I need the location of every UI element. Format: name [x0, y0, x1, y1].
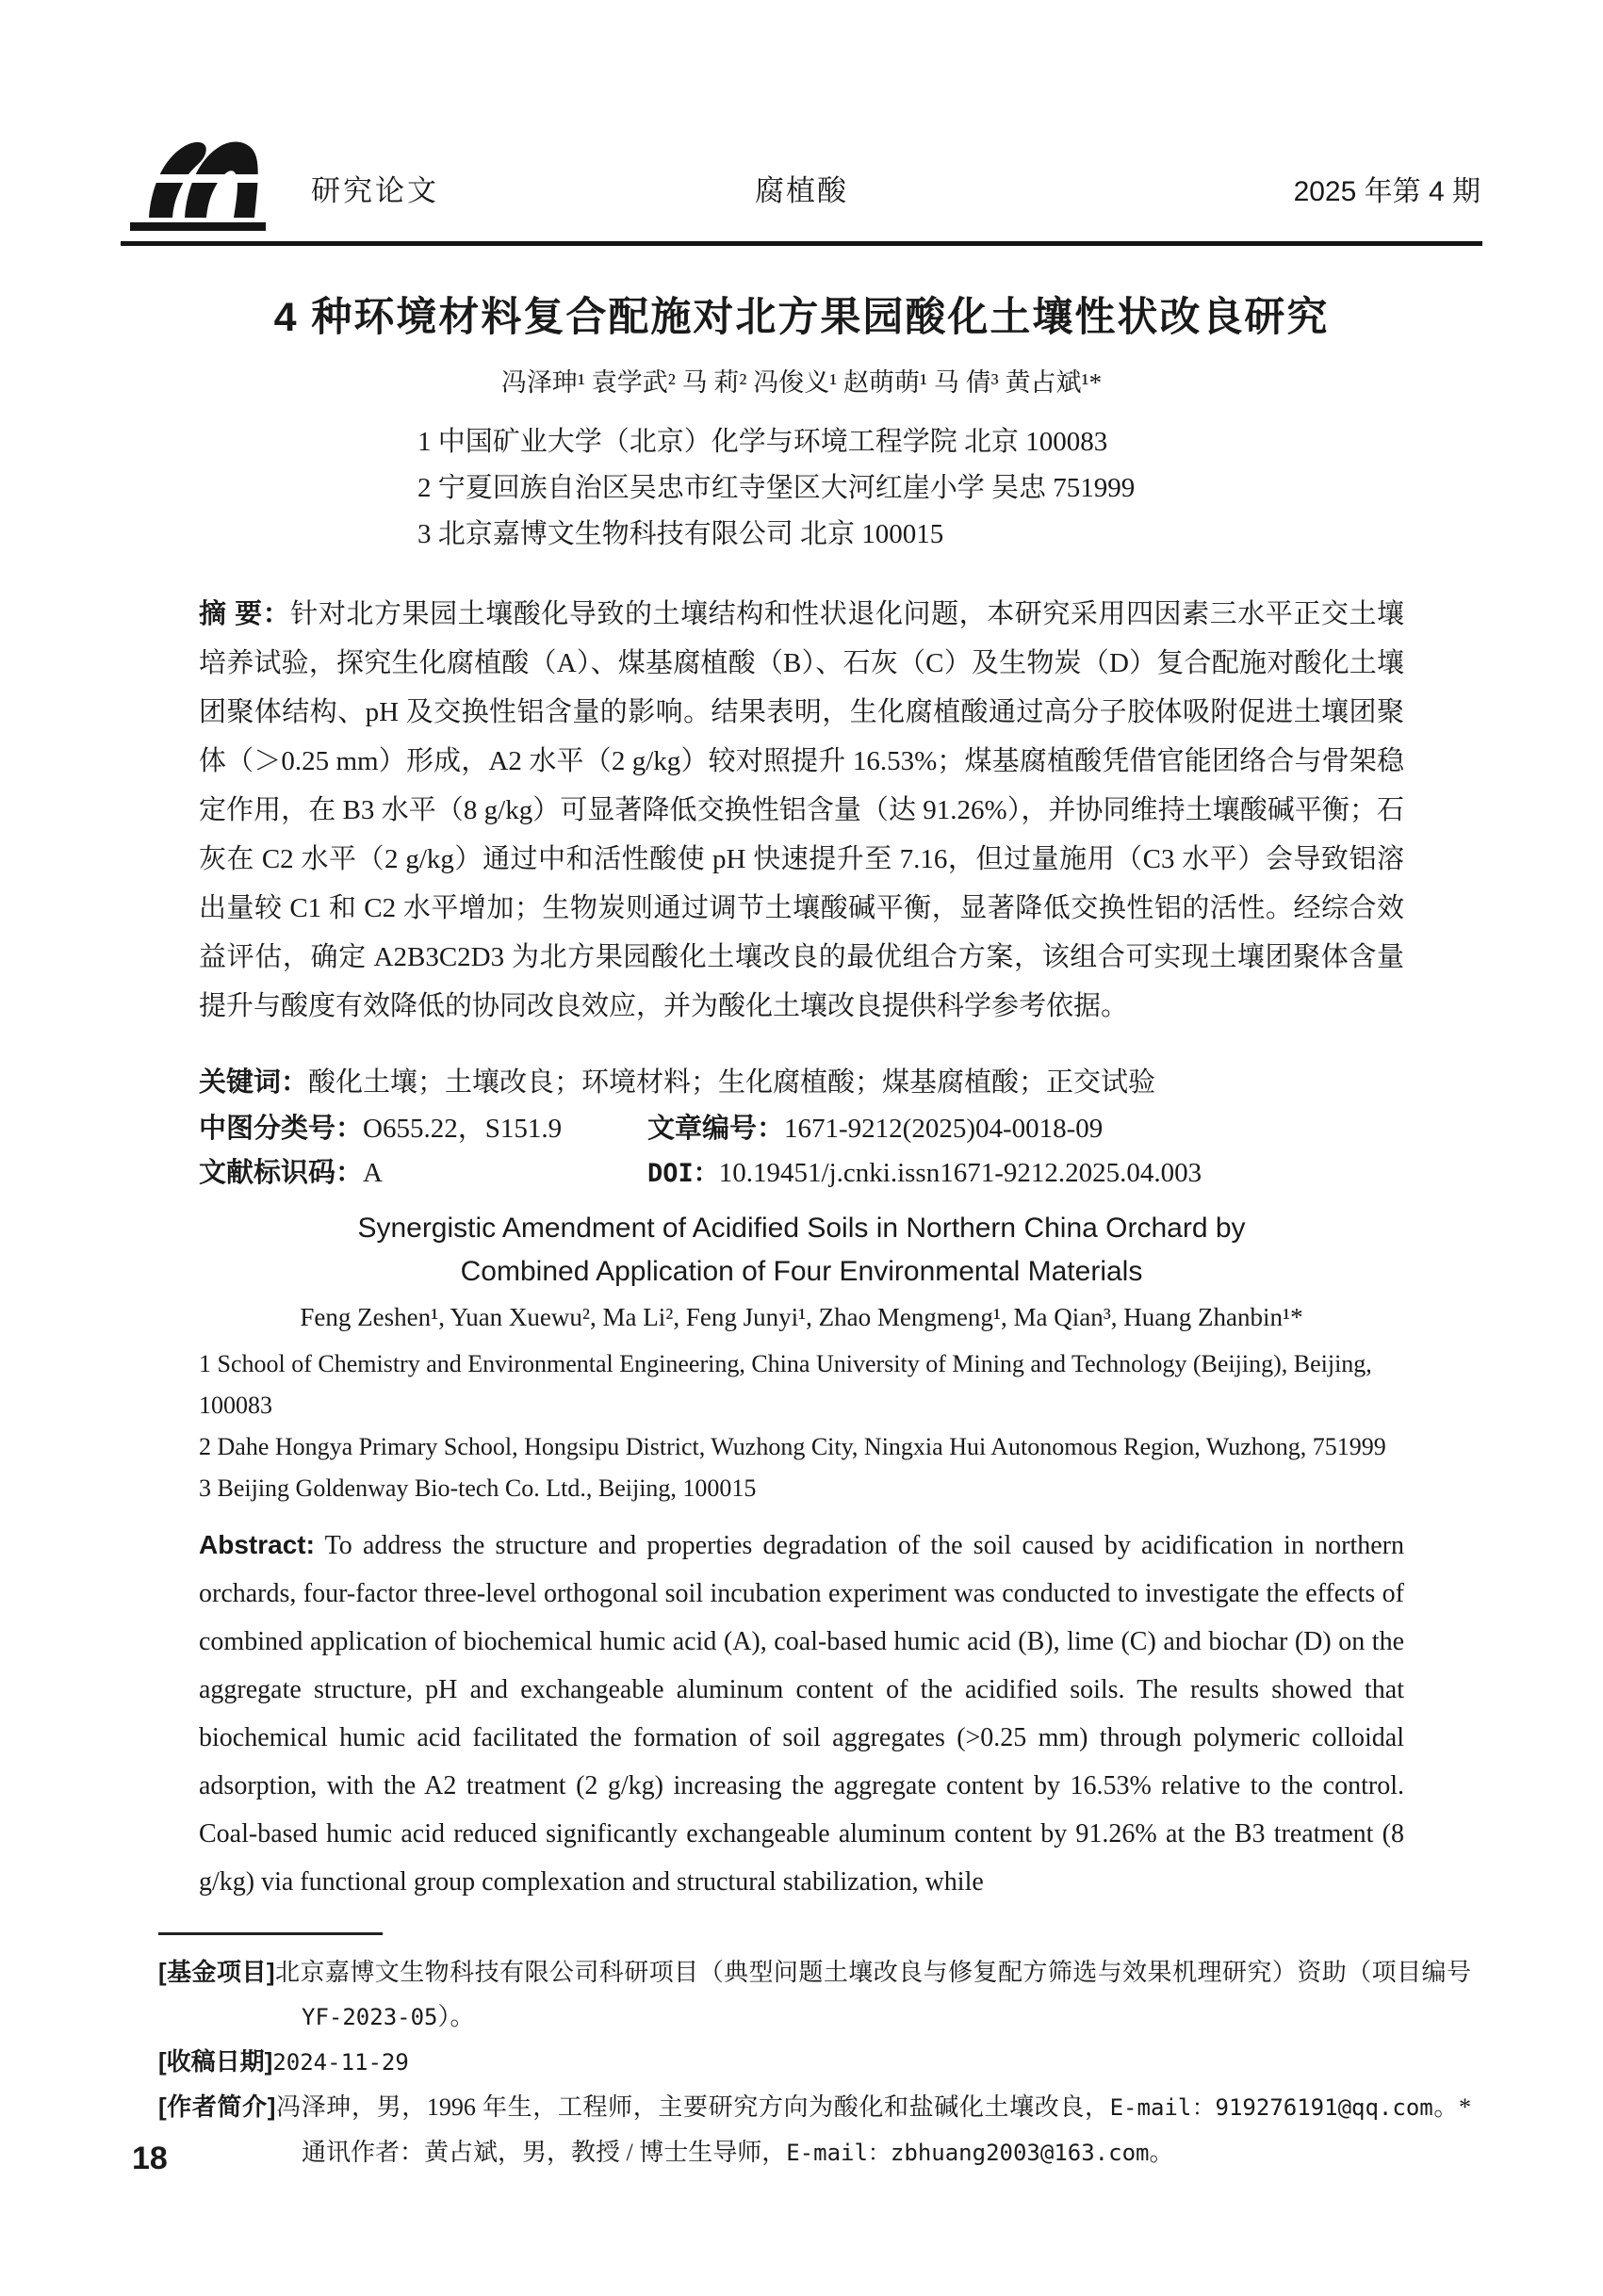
footnote-bio: [158, 2085, 1471, 2175]
affiliations-cn: [417, 419, 1404, 558]
header-section-label: 研究论文: [311, 174, 439, 207]
doi-value: 10.19451/j.cnki.issn1671-9212.2025.04.003: [718, 1158, 1202, 1188]
footnote-received-label: [收稿日期]: [158, 2047, 273, 2076]
clc-value: O655.22，S151.9: [363, 1114, 563, 1144]
footnote-separator: [158, 1932, 383, 1935]
clc-label: 中图分类号：: [199, 1114, 364, 1144]
article-title-cn: 4 种环境材料复合配施对北方果园酸化土壤性状改良研究: [273, 295, 1330, 340]
footnote-bio-text: 冯泽珅，男，1996 年生，工程师，主要研究方向为酸化和盐碱化土壤改良，: [275, 2093, 1110, 2121]
abstract-en: [199, 1521, 1404, 1906]
header-issue: 2025 年第 4 期: [1293, 176, 1480, 207]
footnote-received: [158, 2040, 1471, 2085]
meta-row-1: [199, 1107, 1404, 1151]
article-id-label: 文章编号：: [647, 1114, 785, 1144]
abstract-en-label: Abstract:: [199, 1530, 315, 1559]
keywords-label: 关键词：: [199, 1067, 309, 1098]
footnote-bio-text-3: 。: [1149, 2139, 1174, 2166]
clc-field: [199, 1107, 647, 1151]
footnote-bio-label: [作者简介]: [158, 2092, 276, 2121]
doi-label: DOI：: [647, 1159, 719, 1188]
title-en-line1: Synergistic Amendment of Acidified Soils in Northern China Orchard by: [357, 1213, 1246, 1244]
footnote-area: [158, 1932, 1471, 2175]
article-content: [199, 285, 1404, 1906]
affiliation-cn-line: 2 宁夏回族自治区吴忠市红寺堡区大河红崖小学 吴忠 751999: [417, 473, 1136, 503]
page-number: 18: [132, 2141, 168, 2176]
title-en-line2: Combined Application of Four Environmental Materials: [460, 1256, 1143, 1287]
footnote-fund-text-end: ）。: [437, 2003, 475, 2030]
affiliation-en-line: 3 Beijing Goldenway Bio-tech Co. Ltd., Beijing, 100015: [199, 1474, 757, 1502]
footnote-fund-label: [基金项目]: [158, 1958, 275, 1986]
keywords-text: 酸化土壤；土壤改良；环境材料；生化腐植酸；煤基腐植酸；正交试验: [308, 1067, 1156, 1098]
affiliation-en-line: 1 School of Chemistry and Environmental Engineering, China University of Mining and Technology (Beijing), Beijing, 100083: [199, 1350, 1372, 1419]
doc-code-value: A: [363, 1158, 383, 1188]
abstract-cn-label: 摘 要：: [199, 599, 291, 629]
article-title-en: [199, 1207, 1404, 1294]
authors-cn: 冯泽珅¹ 袁学武² 马 莉² 冯俊义¹ 赵萌萌¹ 马 倩³ 黄占斌¹*: [500, 368, 1103, 397]
page-header: [121, 138, 1482, 246]
affiliation-en-line: 2 Dahe Hongya Primary School, Hongsipu District, Wuzhong City, Ningxia Hui Autonomous Region, Wuzhong, 751999: [199, 1433, 1386, 1460]
footnote-bio-email-1: E-mail：919276191@qq.com: [1109, 2094, 1433, 2121]
footnote-fund-code: YF-2023-05: [302, 2004, 438, 2030]
abstract-cn: [199, 590, 1404, 1031]
affiliation-cn-line: 1 中国矿业大学（北京）化学与环境工程学院 北京 100083: [417, 427, 1108, 457]
footnote-fund: [158, 1950, 1471, 2040]
header-journal-name: 腐植酸: [755, 174, 848, 207]
doc-code-label: 文献标识码：: [199, 1158, 364, 1188]
affiliation-cn-line: 3 北京嘉博文生物科技有限公司 北京 100015: [417, 519, 944, 549]
article-id-field: [647, 1107, 1103, 1151]
doi-field: [647, 1151, 1202, 1196]
authors-en: Feng Zeshen¹, Yuan Xuewu², Ma Li², Feng Junyi¹, Zhao Mengmeng¹, Ma Qian³, Huang Zhanbin¹*: [300, 1303, 1303, 1331]
affiliations-en: [199, 1343, 1404, 1509]
footnote-fund-text: 北京嘉博文生物科技有限公司科研项目（典型问题土壤改良与修复配方筛选与效果机理研究）资助（项目编号: [274, 1959, 1471, 1986]
footnote-bio-email-2: E-mail：zbhuang2003@163.com: [786, 2140, 1150, 2166]
footnote-received-date: 2024-11-29: [272, 2049, 409, 2076]
abstract-en-text: To address the structure and properties degradation of the soil caused by acidification in northern orchards, four-factor three-level orthogonal soil incubation experiment was conducted to investigate the effects of combined application of biochemical humic acid (A), coal-based humic acid (B), lime (C) and biochar (D) on the aggregate structure, pH and exchangeable aluminum content of the acidified soils. The results showed that biochemical humic acid facilitated the formation of soil aggregates (>0.25 mm) through polymeric colloidal adsorption, with the A2 treatment (2 g/kg) increasing the aggregate content by 16.53% relative to the control. Coal-based humic acid reduced significantly exchangeable aluminum content by 91.26% at the B3 treatment (8 g/kg) via functional group complexation and structural stabilization, while: [199, 1531, 1404, 1897]
abstract-cn-text: 针对北方果园土壤酸化导致的土壤结构和性状退化问题，本研究采用四因素三水平正交土壤培养试验，探究生化腐植酸（A）、煤基腐植酸（B）、石灰（C）及生物炭（D）复合配施对酸化土壤团聚体结构、pH 及交换性铝含量的影响。结果表明，生化腐植酸通过高分子胶体吸附促进土壤团聚体（＞0.25 mm）形成，A2 水平（2 g/kg）较对照提升 16.53%；煤基腐植酸凭借官能团络合与骨架稳定作用，在 B3 水平（8 g/kg）可显著降低交换性铝含量（达 91.26%），并协同维持土壤酸碱平衡；石灰在 C2 水平（2 g/kg）通过中和活性酸使 pH 快速提升至 7.16，但过量施用（C3 水平）会导致铝溶出量较 C1 和 C2 水平增加；生物炭则通过调节土壤酸碱平衡，显著降低交换性铝的活性。经综合效益评估，确定 A2B3C2D3 为北方果园酸化土壤改良的最优组合方案，该组合可实现土壤团聚体含量提升与酸度有效降低的协同改良效应，并为酸化土壤改良提供科学参考依据。: [199, 599, 1404, 1021]
footnote-bio-text-2: 。* 通讯作者：黄占斌，男，教授 / 博士生导师，: [302, 2093, 1471, 2166]
article-id-value: 1671-9212(2025)04-0018-09: [784, 1114, 1104, 1144]
doc-code-field: [199, 1151, 647, 1196]
keywords-line: [199, 1058, 1404, 1107]
meta-row-2: [199, 1151, 1404, 1196]
